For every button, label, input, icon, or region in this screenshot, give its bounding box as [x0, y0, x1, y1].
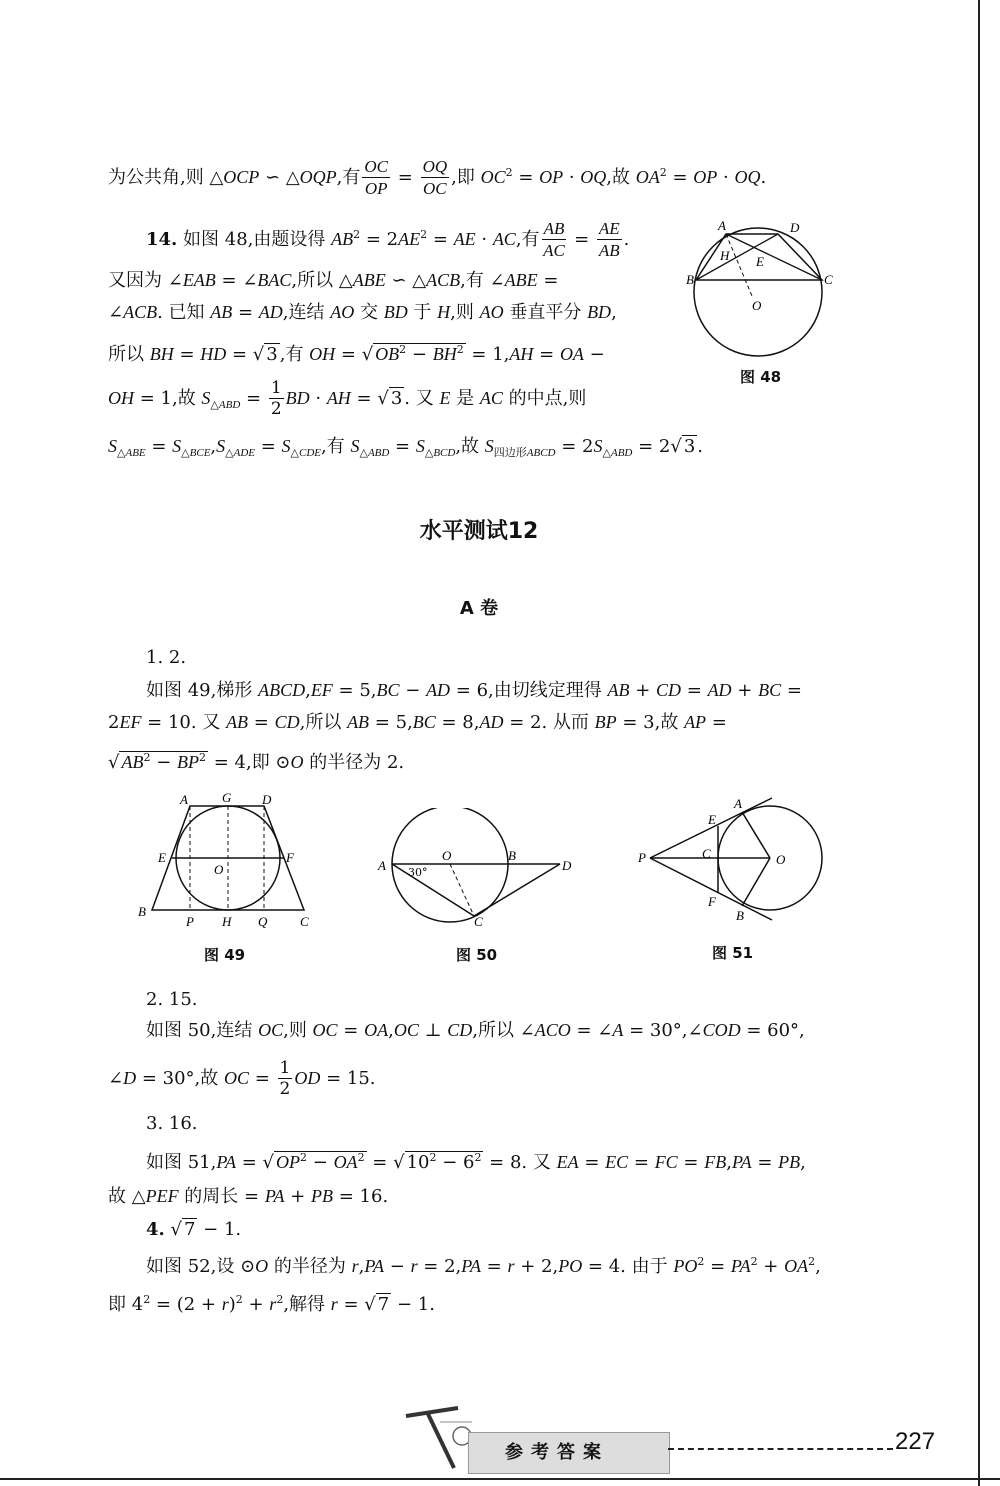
figure-48-caption: 图 48 — [740, 368, 782, 386]
answer-2: 2. 15. — [146, 989, 198, 1010]
svg-text:30°: 30° — [408, 866, 428, 879]
text-line: 即 $4^2 = (2 + r)^2 + r^2$,解得 r = √ 7 − 1. — [108, 1293, 435, 1315]
text-line: √ $AB^2 - BP^2 = 4$,即 ⊙O 的半径为 2. — [108, 751, 405, 773]
text-line: 如图 52,设 ⊙O 的半径为 r,PA − r = 2,PA = r + 2,PO = 4. 由于 $PO^2 = PA^2 + OA^2$, — [146, 1255, 821, 1277]
svg-text:P: P — [638, 850, 646, 865]
svg-text:Q: Q — [258, 914, 268, 929]
text-line: 2EF = 10. 又 AB = CD,所以 AB = 5,BC = 8,AD = 2. 从而 BP = 3,故 AP = — [108, 712, 727, 733]
svg-text:E: E — [158, 850, 166, 865]
text-line: 4. √ 7 − 1. — [146, 1219, 242, 1240]
svg-text:C: C — [300, 914, 309, 929]
figure-48 — [686, 218, 836, 368]
text-line: 如图 51,PA = √ $OP^2 - OA^2$ = √ $10^2 - 6^2 = 8$. 又 EA = EC = FC = FB,PA = PB, — [146, 1151, 806, 1173]
subsection-title: A 卷 — [459, 598, 499, 619]
svg-text:G: G — [222, 790, 232, 805]
section-title: 水平测试12 — [419, 519, 539, 544]
svg-text:D: D — [562, 858, 572, 873]
svg-text:O: O — [214, 862, 224, 877]
svg-text:D: D — [790, 220, 800, 235]
svg-text:F: F — [286, 850, 294, 865]
footer-label: 参考答案 — [505, 1442, 609, 1463]
figure-51 — [636, 796, 836, 926]
answer-14-number: 14. — [146, 229, 178, 250]
svg-text:B: B — [138, 904, 146, 919]
footer-tools-icon — [396, 1402, 476, 1478]
text-line: 为公共角,则 △OCP ∽ △OQP,有 $\frac{OC}{OP}$ = $\frac{OQ}{OC}$ ,即 $OC^2$ = OP · OQ,故 $OA^2$ = OP · OQ. — [108, 157, 767, 198]
svg-text:O: O — [442, 848, 452, 863]
text-line: 如图 49,梯形 ABCD,EF = 5,BC − AD = 6,由切线定理得 AB + CD = AD + BC = — [146, 680, 802, 701]
figure-49-caption: 图 49 — [204, 946, 246, 964]
text-line: 故 △PEF 的周长 = PA + PB = 16. — [108, 1186, 389, 1207]
page-right-border — [978, 0, 980, 1486]
svg-text:H: H — [222, 914, 232, 929]
text-line: ∠D = 30°,故 OC = $\frac{1}{2}$ OD = 15. — [108, 1058, 376, 1099]
svg-text:D: D — [262, 792, 272, 807]
svg-text:O: O — [776, 852, 786, 867]
text-line: OH = 1,故 $S_{\triangle ABD}$ = $\frac{1}{2}$ BD · AH = √ 3 . 又 E 是 AC 的中点,则 — [108, 378, 587, 419]
svg-text:A: A — [734, 796, 742, 811]
footer-dashed-line — [668, 1448, 893, 1450]
svg-text:P: P — [186, 914, 194, 929]
figure-49 — [136, 790, 316, 930]
svg-text:F: F — [708, 894, 716, 909]
svg-text:E: E — [756, 254, 764, 269]
svg-text:O: O — [752, 298, 762, 313]
svg-text:B: B — [508, 848, 516, 863]
svg-text:B: B — [686, 272, 694, 287]
svg-text:E: E — [708, 812, 716, 827]
svg-text:A: A — [180, 792, 188, 807]
answer-3: 3. 16. — [146, 1113, 198, 1134]
text-line: 所以 BH = HD = √ 3 ,有 OH = √ $OB^2 - BH^2 = 1,AH$ = OA − — [108, 343, 605, 365]
text-line: 又因为 ∠EAB = ∠BAC,所以 △ABE ∽ △ACB,有 ∠ABE = — [108, 270, 559, 291]
figure-50 — [374, 808, 574, 928]
text-line: 如图 50,连结 OC,则 OC = OA,OC ⊥ CD,所以 ∠ACO = ∠A = 30°,∠COD = 60°, — [146, 1020, 805, 1041]
svg-text:A: A — [718, 218, 726, 233]
svg-text:C: C — [824, 272, 833, 287]
text-line: ∠ACB. 已知 AB = AD,连结 AO 交 BD 于 H,则 AO 垂直平分 BD, — [108, 302, 617, 323]
page-number: 227 — [895, 1428, 936, 1455]
svg-text:C: C — [474, 914, 483, 928]
text-line: $S_{\triangle ABE} = S_{\triangle BCE},S_{\triangle ADE} = S_{\triangle CDE}$,有 $S_{\triangle ABD} = S_{\triangle BCD}$,故 $S_{四边形ABCD} = 2S_{\triangle ABD} = 2√$ 3 . — [108, 436, 703, 459]
svg-text:C: C — [702, 846, 711, 861]
svg-text:H: H — [720, 248, 730, 263]
answer-1: 1. 2. — [146, 647, 187, 668]
svg-text:A: A — [378, 858, 386, 873]
svg-text:B: B — [736, 908, 744, 923]
figure-51-caption: 图 51 — [712, 944, 754, 962]
page-bottom-border — [0, 1478, 1000, 1480]
figure-50-caption: 图 50 — [456, 946, 498, 964]
text-line: 14. 如图 48,由题设得 $AB^2 = 2AE^2$ = AE · AC,有 $\frac{AB}{AC}$ = $\frac{AE}{AB}$ . — [146, 219, 630, 260]
